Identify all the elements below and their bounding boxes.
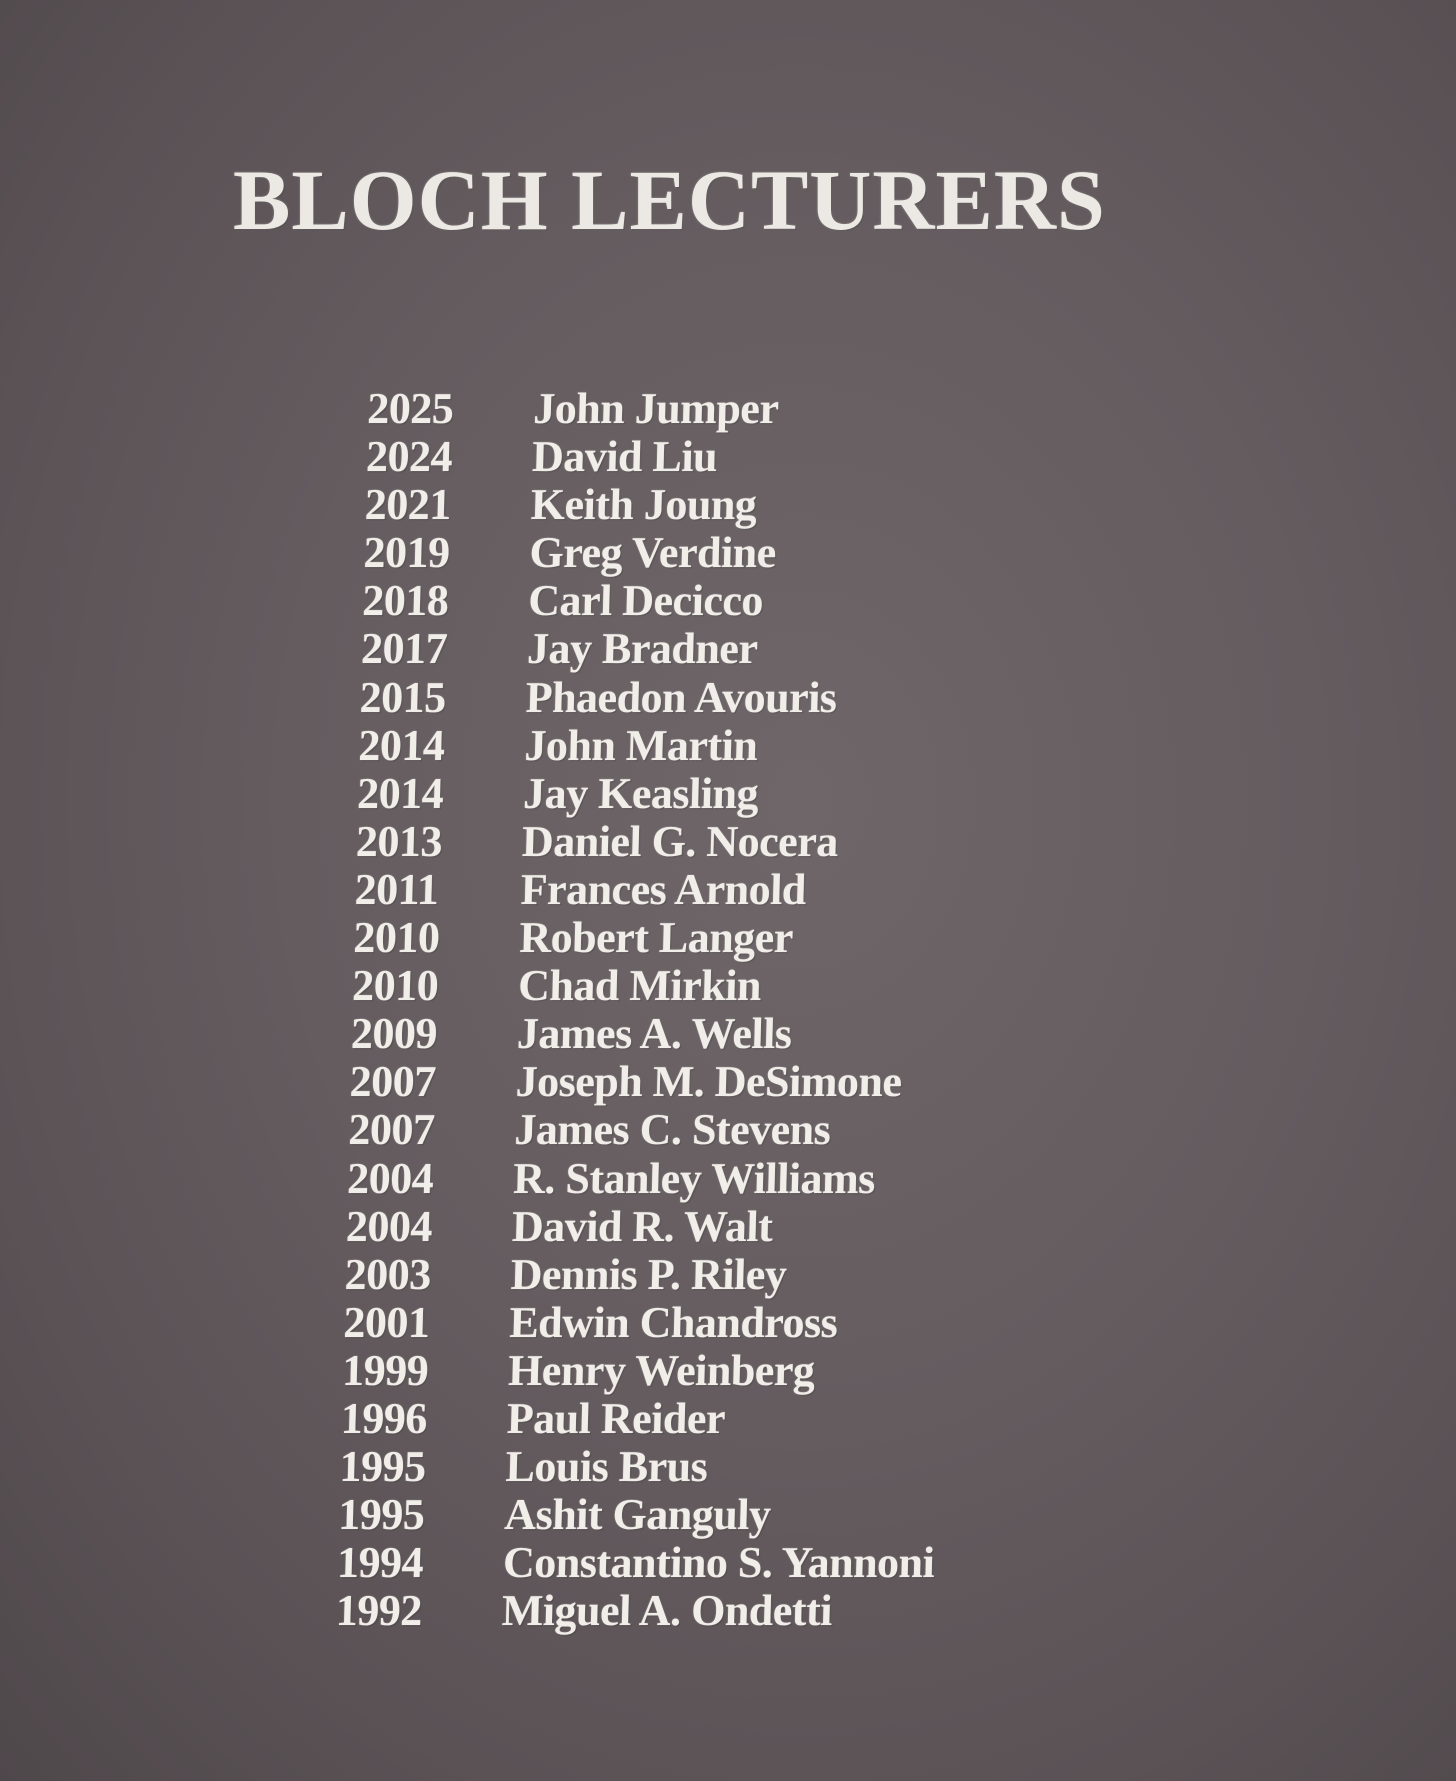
list-item	[337, 1539, 935, 1587]
lecturer-name: Robert Langer	[518, 913, 794, 963]
list-item	[367, 385, 965, 433]
lecturer-year: 2007	[349, 1057, 437, 1107]
lecturer-name: Frances Arnold	[520, 864, 807, 914]
lecturer-year: 2024	[365, 432, 453, 482]
lecturer-name: Paul Reider	[506, 1393, 726, 1443]
lecturer-year: 1992	[335, 1586, 423, 1636]
lecturer-year: 2013	[355, 816, 443, 866]
lecturer-name: David R. Walt	[511, 1201, 774, 1251]
lecturer-name: Phaedon Avouris	[525, 672, 838, 722]
lecturer-name: Joseph M. DeSimone	[515, 1057, 903, 1107]
lecturer-year: 2019	[362, 528, 451, 578]
lecturer-year: 1994	[336, 1538, 424, 1588]
list-item	[359, 674, 957, 722]
lecturer-year: 2010	[352, 913, 441, 963]
lecturer-name: James C. Stevens	[513, 1105, 831, 1155]
list-item	[360, 625, 958, 673]
list-item	[354, 866, 952, 914]
lecturer-name: Miguel A. Ondetti	[501, 1586, 833, 1636]
lecturer-name: Chad Mirkin	[517, 961, 762, 1011]
lecturer-name: Keith Joung	[530, 480, 758, 530]
lecturer-year: 2017	[360, 624, 448, 674]
lecturer-year: 2004	[345, 1201, 433, 1251]
plaque-title: BLOCH LECTURERS	[233, 152, 1106, 248]
lecturer-year: 2003	[344, 1249, 432, 1299]
lecturer-name: Daniel G. Nocera	[521, 816, 839, 866]
lecturer-year: 1995	[337, 1490, 426, 1540]
lecturer-year: 2015	[359, 672, 447, 722]
list-item	[350, 1010, 948, 1058]
list-item	[335, 1587, 933, 1635]
list-item	[348, 1106, 946, 1154]
list-item	[344, 1251, 942, 1299]
lecturer-name: David Liu	[531, 432, 718, 482]
lecturer-year: 2014	[357, 720, 446, 770]
list-item	[352, 962, 950, 1010]
lecturer-name: James A. Wells	[516, 1009, 793, 1059]
lecturer-year: 1996	[340, 1393, 428, 1443]
lecturer-year: 1999	[341, 1345, 429, 1395]
lecturer-year: 2014	[356, 768, 444, 818]
list-item	[353, 914, 951, 962]
list-item	[343, 1299, 941, 1347]
lecturer-name: John Martin	[523, 720, 759, 770]
lecturer-name: Constantino S. Yannoni	[502, 1538, 936, 1588]
lecturer-name: Jay Keasling	[522, 768, 759, 818]
list-item	[338, 1491, 936, 1539]
lecturer-year: 2011	[354, 864, 440, 914]
lecturer-year: 2018	[361, 576, 449, 626]
lecturer-name: Carl Decicco	[527, 576, 764, 626]
lecturer-year: 2010	[351, 961, 439, 1011]
lecturer-year: 2025	[366, 384, 455, 433]
lecturer-name: John Jumper	[532, 384, 780, 433]
list-item	[342, 1347, 940, 1395]
list-item	[362, 577, 960, 625]
lecturer-name: R. Stanley Williams	[512, 1153, 876, 1203]
list-item	[357, 770, 955, 818]
list-item	[349, 1058, 947, 1106]
lecturer-year: 1995	[339, 1442, 427, 1492]
lecturer-year: 2021	[364, 480, 452, 530]
lecturer-list	[335, 385, 965, 1635]
lecturer-name: Jay Bradner	[526, 624, 759, 674]
lecturer-name: Dennis P. Riley	[510, 1249, 788, 1299]
lecturer-name: Louis Brus	[505, 1442, 708, 1492]
lecturer-name: Henry Weinberg	[507, 1345, 816, 1395]
lecturer-name: Ashit Ganguly	[503, 1490, 772, 1540]
lecturer-name: Greg Verdine	[528, 528, 777, 578]
lecturer-year: 2001	[342, 1297, 431, 1347]
lecturer-name: Edwin Chandross	[508, 1297, 839, 1347]
list-item	[345, 1203, 943, 1251]
list-item	[363, 529, 961, 577]
list-item	[364, 481, 962, 529]
lecturer-year: 2009	[350, 1009, 438, 1059]
lecturer-year: 2004	[346, 1153, 434, 1203]
list-item	[365, 433, 963, 481]
list-item	[340, 1395, 938, 1443]
list-item	[358, 722, 956, 770]
list-item	[355, 818, 953, 866]
list-item	[339, 1443, 937, 1491]
list-item	[347, 1155, 945, 1203]
lecturer-year: 2007	[347, 1105, 436, 1155]
